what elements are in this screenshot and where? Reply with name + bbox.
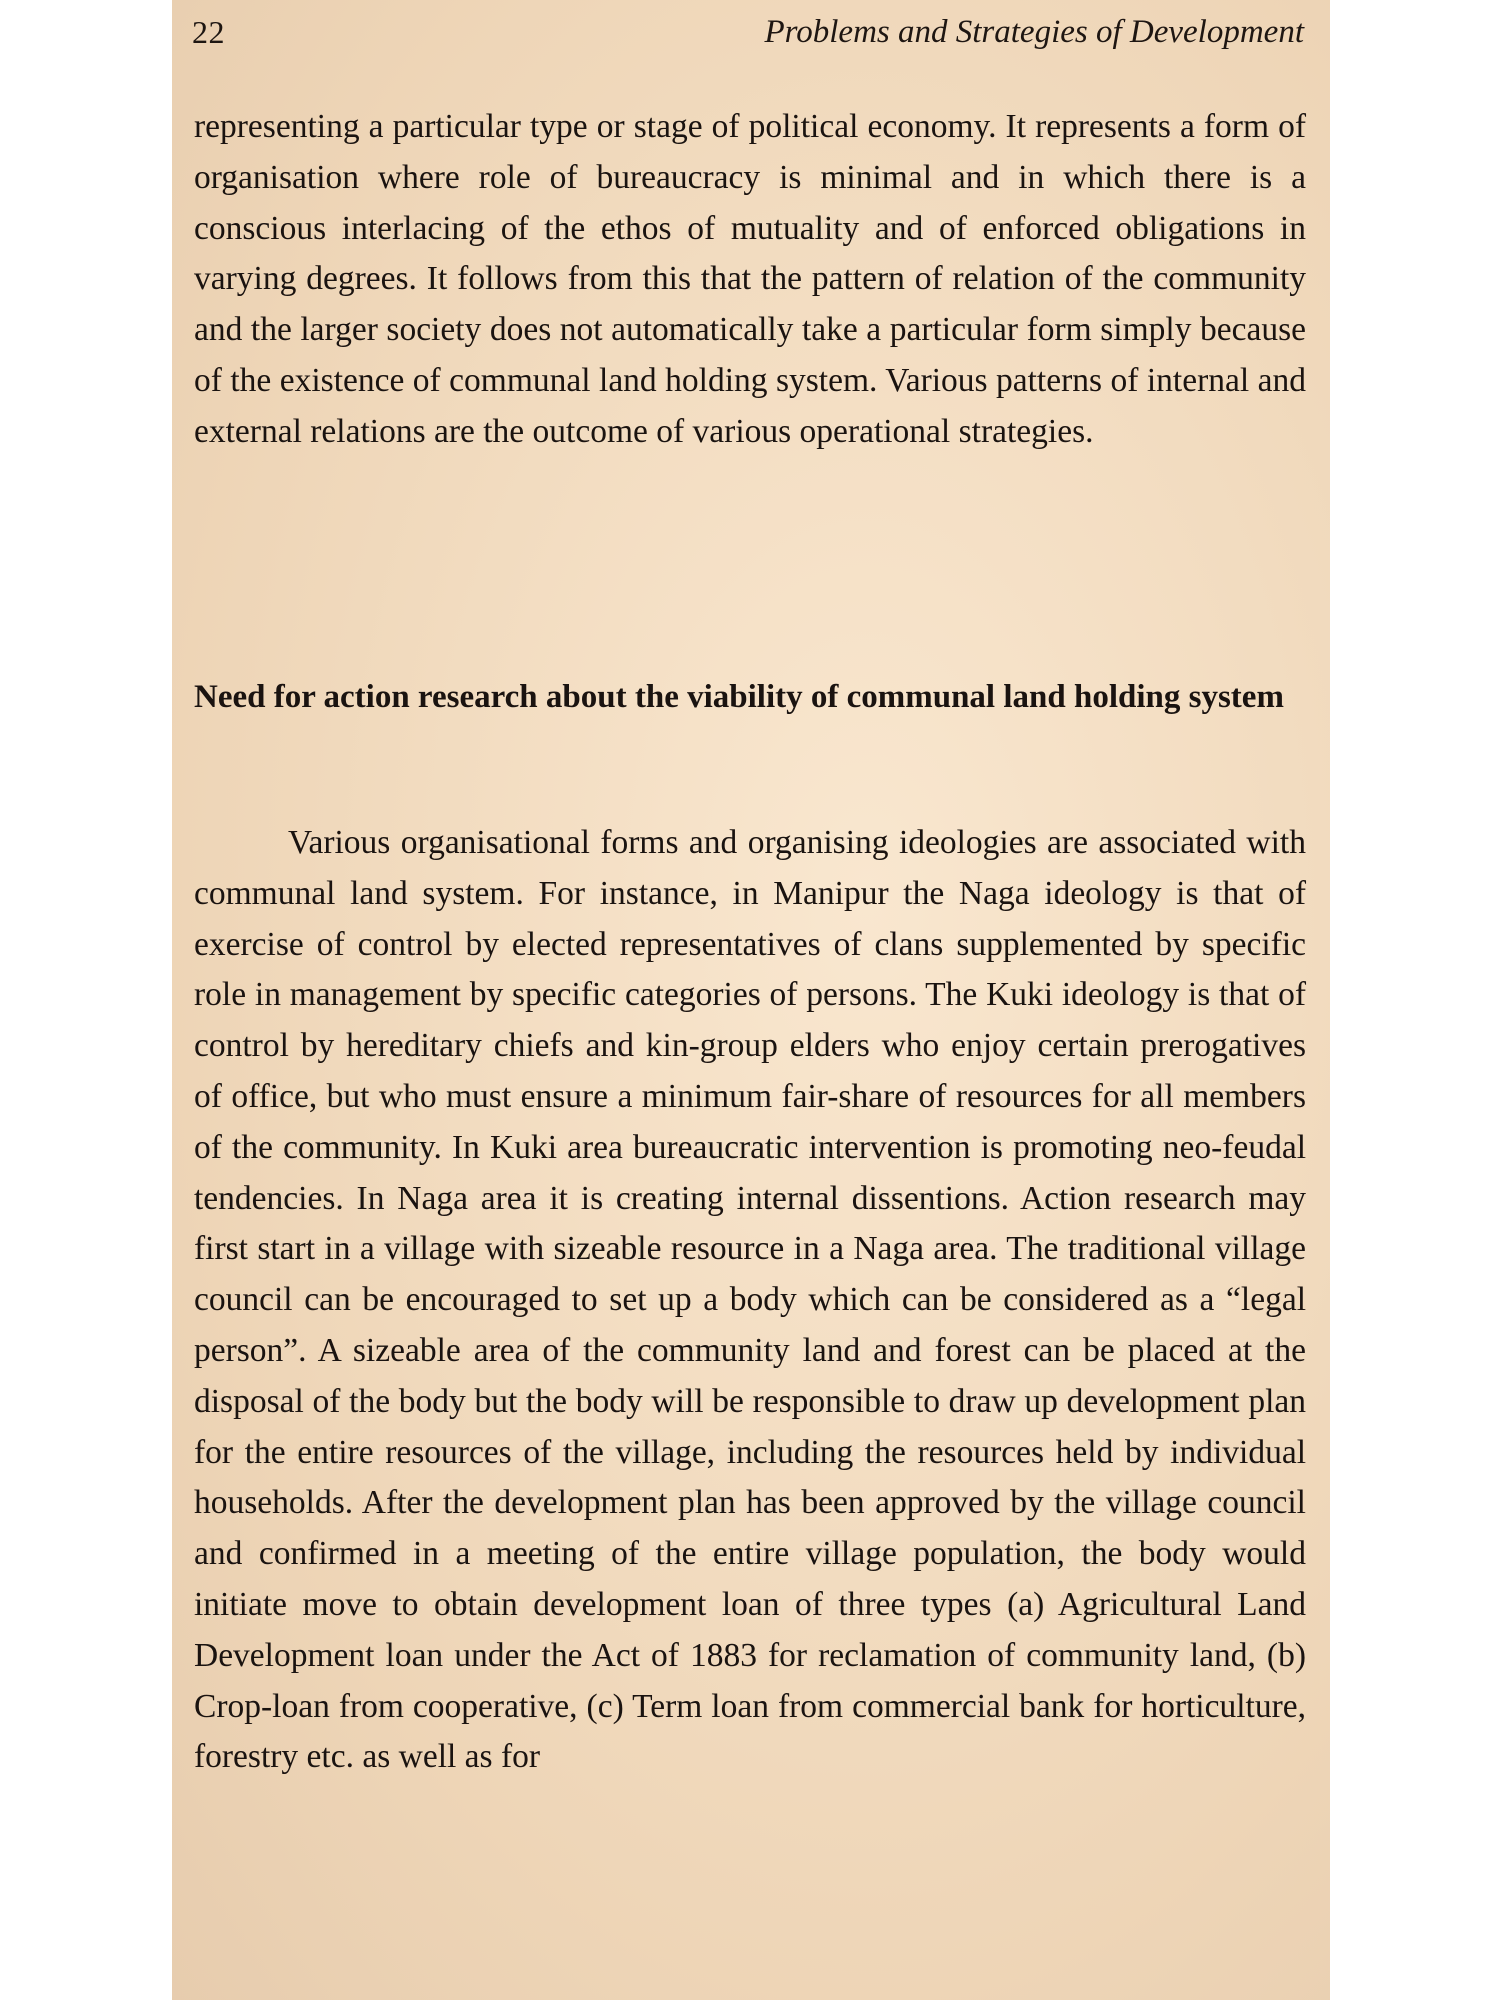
book-page [172, 0, 1330, 2000]
paragraph-1: representing a particular type or stage of political economy. It represents a form of organisation where role of bureaucracy is minimal and in which there is a conscious interlacing of the ethos of mutuality and of enforced obligations in varying degrees. It follows from this that the pattern of relation of the community and the larger society does not automatically take a particular form simply because of the existence of communal land holding system. Various patterns of internal and external relations are the outcome of various operational strategies. [194, 108, 1306, 450]
running-head: Problems and Strategies of Development [764, 14, 1304, 50]
page-number: 22 [192, 14, 225, 50]
page-header [192, 14, 1304, 58]
paragraph-2: Various organisational forms and organising ideologies are associated with communal land system. For instance, in Manipur the Naga ideology is that of exercise of control by elected representatives of clans supplemented by specific role in management by specific categories of persons. The Kuki ideology is that of control by hereditary chiefs and kin-group elders who enjoy certain prerogatives of office, but who must ensure a minimum fair-share of resources for all members of the community. In Kuki area bureaucratic intervention is promoting neo-feudal tendencies. In Naga area it is creating internal dissentions. Action research may first start in a village with sizeable resource in a Naga area. The traditional village council can be encouraged to set up a body which can be considered as a “legal person”. A sizeable area of the community land and forest can be placed at the disposal of the body but the body will be responsible to draw up development plan for the entire resources of the village, including the resources held by individual households. After the development plan has been approved by the village council and confirmed in a meeting of the entire village population, the body would initiate move to obtain development loan of three types (a) Agricultural Land Development loan under the Act of 1883 for reclamation of community land, (b) Crop-loan from cooperative, (c) Term loan from commercial bank for horticulture, forestry etc. as well as for [194, 824, 1306, 1776]
section-heading: Need for action research about the viability of communal land holding system [194, 679, 1284, 715]
